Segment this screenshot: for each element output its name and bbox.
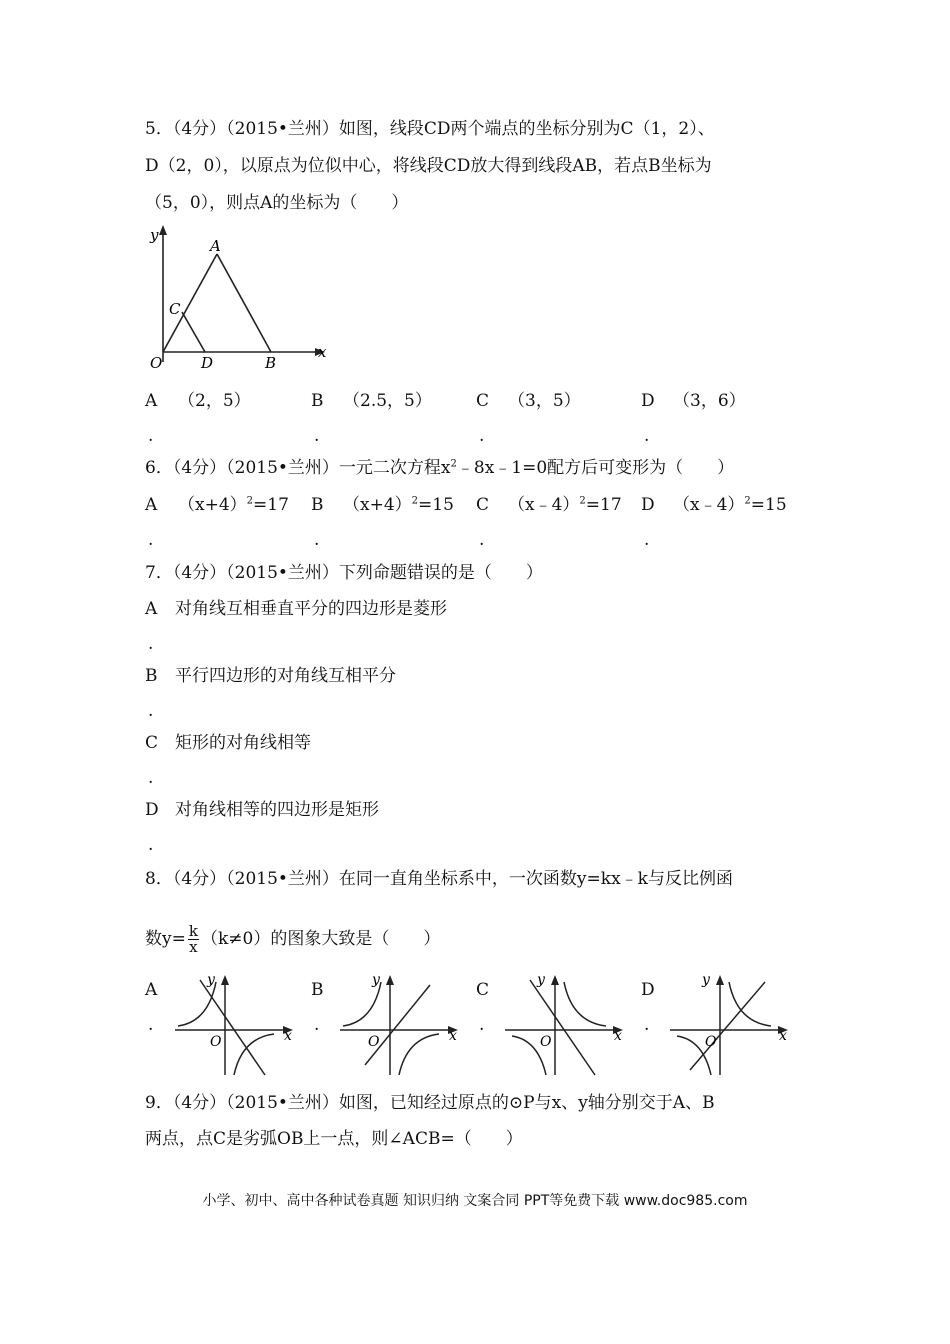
option-dot: . (148, 426, 154, 446)
q6-option-b-label: B (311, 495, 324, 515)
q5-figure-d-label: D (201, 354, 214, 372)
q8-option-c-graph (500, 970, 630, 1080)
option-dot: . (148, 835, 154, 855)
q5-option-d-text: （3，6） (673, 391, 746, 411)
svg-text:O: O (368, 1034, 380, 1050)
q5-option-b-label: B (311, 391, 324, 411)
q6-option-d-text: （x﹣4）$^2$=15 (673, 495, 787, 515)
option-dot: . (644, 426, 650, 446)
option-dot: . (479, 1015, 485, 1035)
q5-option-b-text: （2.5，5） (343, 391, 432, 411)
q8-option-d-graph (665, 970, 795, 1080)
page-footer: 小学、初中、高中各种试卷真题 知识归纳 文案合同 PPT等免费下载 www.doc985.com (202, 1193, 748, 1209)
q6-stem: 6．（4分）（2015•兰州）一元二次方程$x^2﹣8x﹣1=0$配方后可变形为（ ） (145, 458, 735, 478)
option-dot: . (148, 701, 154, 721)
q8-fraction: $\frac{k}{x}$ (188, 922, 198, 956)
svg-text:y: y (537, 972, 545, 988)
q8-option-c-label: C (476, 980, 490, 1000)
q5-option-d-label: D (641, 391, 655, 411)
q5-figure-b-label: B (265, 354, 277, 372)
q5-stem-line-2: D（2，0），以原点为位似中心，将线段CD放大得到线段AB，若点B坐标为 (145, 156, 712, 176)
svg-text:x: x (779, 1028, 787, 1044)
q7-option-c-text: 矩形的对角线相等 (175, 733, 311, 753)
q8-stem-line-1: 8．（4分）（2015•兰州）在同一直角坐标系中，一次函数y=kx﹣k与反比例函 (145, 869, 733, 889)
q7-option-d-label: D (145, 800, 159, 820)
q7-option-a-label: A (145, 599, 158, 619)
q6-option-a-text: $(x+4)^2=17$ (178, 495, 289, 515)
svg-text:y: y (372, 972, 380, 988)
q9-stem-line-1: 9．（4分）（2015•兰州）如图，已知经过原点的⊙P与x、y轴分别交于A、B (145, 1093, 715, 1113)
q6-option-a-label: A (145, 495, 158, 515)
svg-text:x: x (614, 1028, 622, 1044)
q5-figure-x-label: x (318, 343, 327, 361)
q5-option-c-label: C (476, 391, 490, 411)
option-dot: . (148, 768, 154, 788)
q7-option-b-text: 平行四边形的对角线互相平分 (175, 666, 396, 686)
svg-text:y: y (207, 972, 215, 988)
q7-option-b-label: B (145, 666, 158, 686)
q5-figure (140, 222, 340, 372)
q6-option-d-label: D (641, 495, 655, 515)
option-dot: . (148, 530, 154, 550)
option-dot: . (314, 426, 320, 446)
option-dot: . (148, 634, 154, 654)
option-dot: . (479, 530, 485, 550)
q8-option-b-graph (335, 970, 465, 1080)
q8-option-a-label: A (145, 980, 158, 1000)
option-dot: . (479, 426, 485, 446)
svg-text:O: O (210, 1034, 222, 1050)
q6-option-c-label: C (476, 495, 490, 515)
svg-text:x: x (449, 1028, 457, 1044)
q9-stem-line-2: 两点，点C是劣弧OB上一点，则∠ACB=（ ） (145, 1129, 523, 1149)
option-dot: . (314, 1015, 320, 1035)
svg-text:O: O (705, 1034, 717, 1050)
svg-text:x: x (284, 1028, 292, 1044)
q6-option-b-text: $(x+4)^2=15$ (343, 495, 454, 515)
q8-stem-line-2: 数y= $\frac{k}{x}$ （k≠0）的图象大致是（ ） (145, 922, 441, 956)
option-dot: . (644, 530, 650, 550)
q5-stem-line-3: （5，0），则点A的坐标为（ ） (145, 193, 409, 213)
q5-figure-o-label: O (150, 354, 163, 372)
option-dot: . (644, 1015, 650, 1035)
option-dot: . (148, 1015, 154, 1035)
q7-option-a-text: 对角线互相垂直平分的四边形是菱形 (175, 599, 447, 619)
q7-option-c-label: C (145, 733, 159, 753)
q5-figure-y-label: y (150, 226, 159, 244)
q7-option-d-text: 对角线相等的四边形是矩形 (175, 800, 379, 820)
q8-option-a-graph (170, 970, 300, 1080)
q6-option-c-text: （x﹣4）$^2$=17 (508, 495, 622, 515)
q5-figure-a-label: A (210, 237, 221, 255)
option-dot: . (314, 530, 320, 550)
q8-option-b-label: B (311, 980, 324, 1000)
q8-option-d-label: D (641, 980, 655, 1000)
q5-option-a-label: A (145, 391, 158, 411)
svg-text:O: O (540, 1034, 552, 1050)
q5-option-c-text: （3，5） (508, 391, 581, 411)
q5-stem-line-1: 5．（4分）（2015•兰州）如图，线段CD两个端点的坐标分别为C（1，2）、 (145, 119, 715, 139)
q5-option-a-text: （2，5） (178, 391, 251, 411)
svg-text:y: y (702, 972, 710, 988)
q7-stem: 7．（4分）（2015•兰州）下列命题错误的是（ ） (145, 563, 543, 583)
q5-figure-c-label: C (169, 300, 181, 318)
